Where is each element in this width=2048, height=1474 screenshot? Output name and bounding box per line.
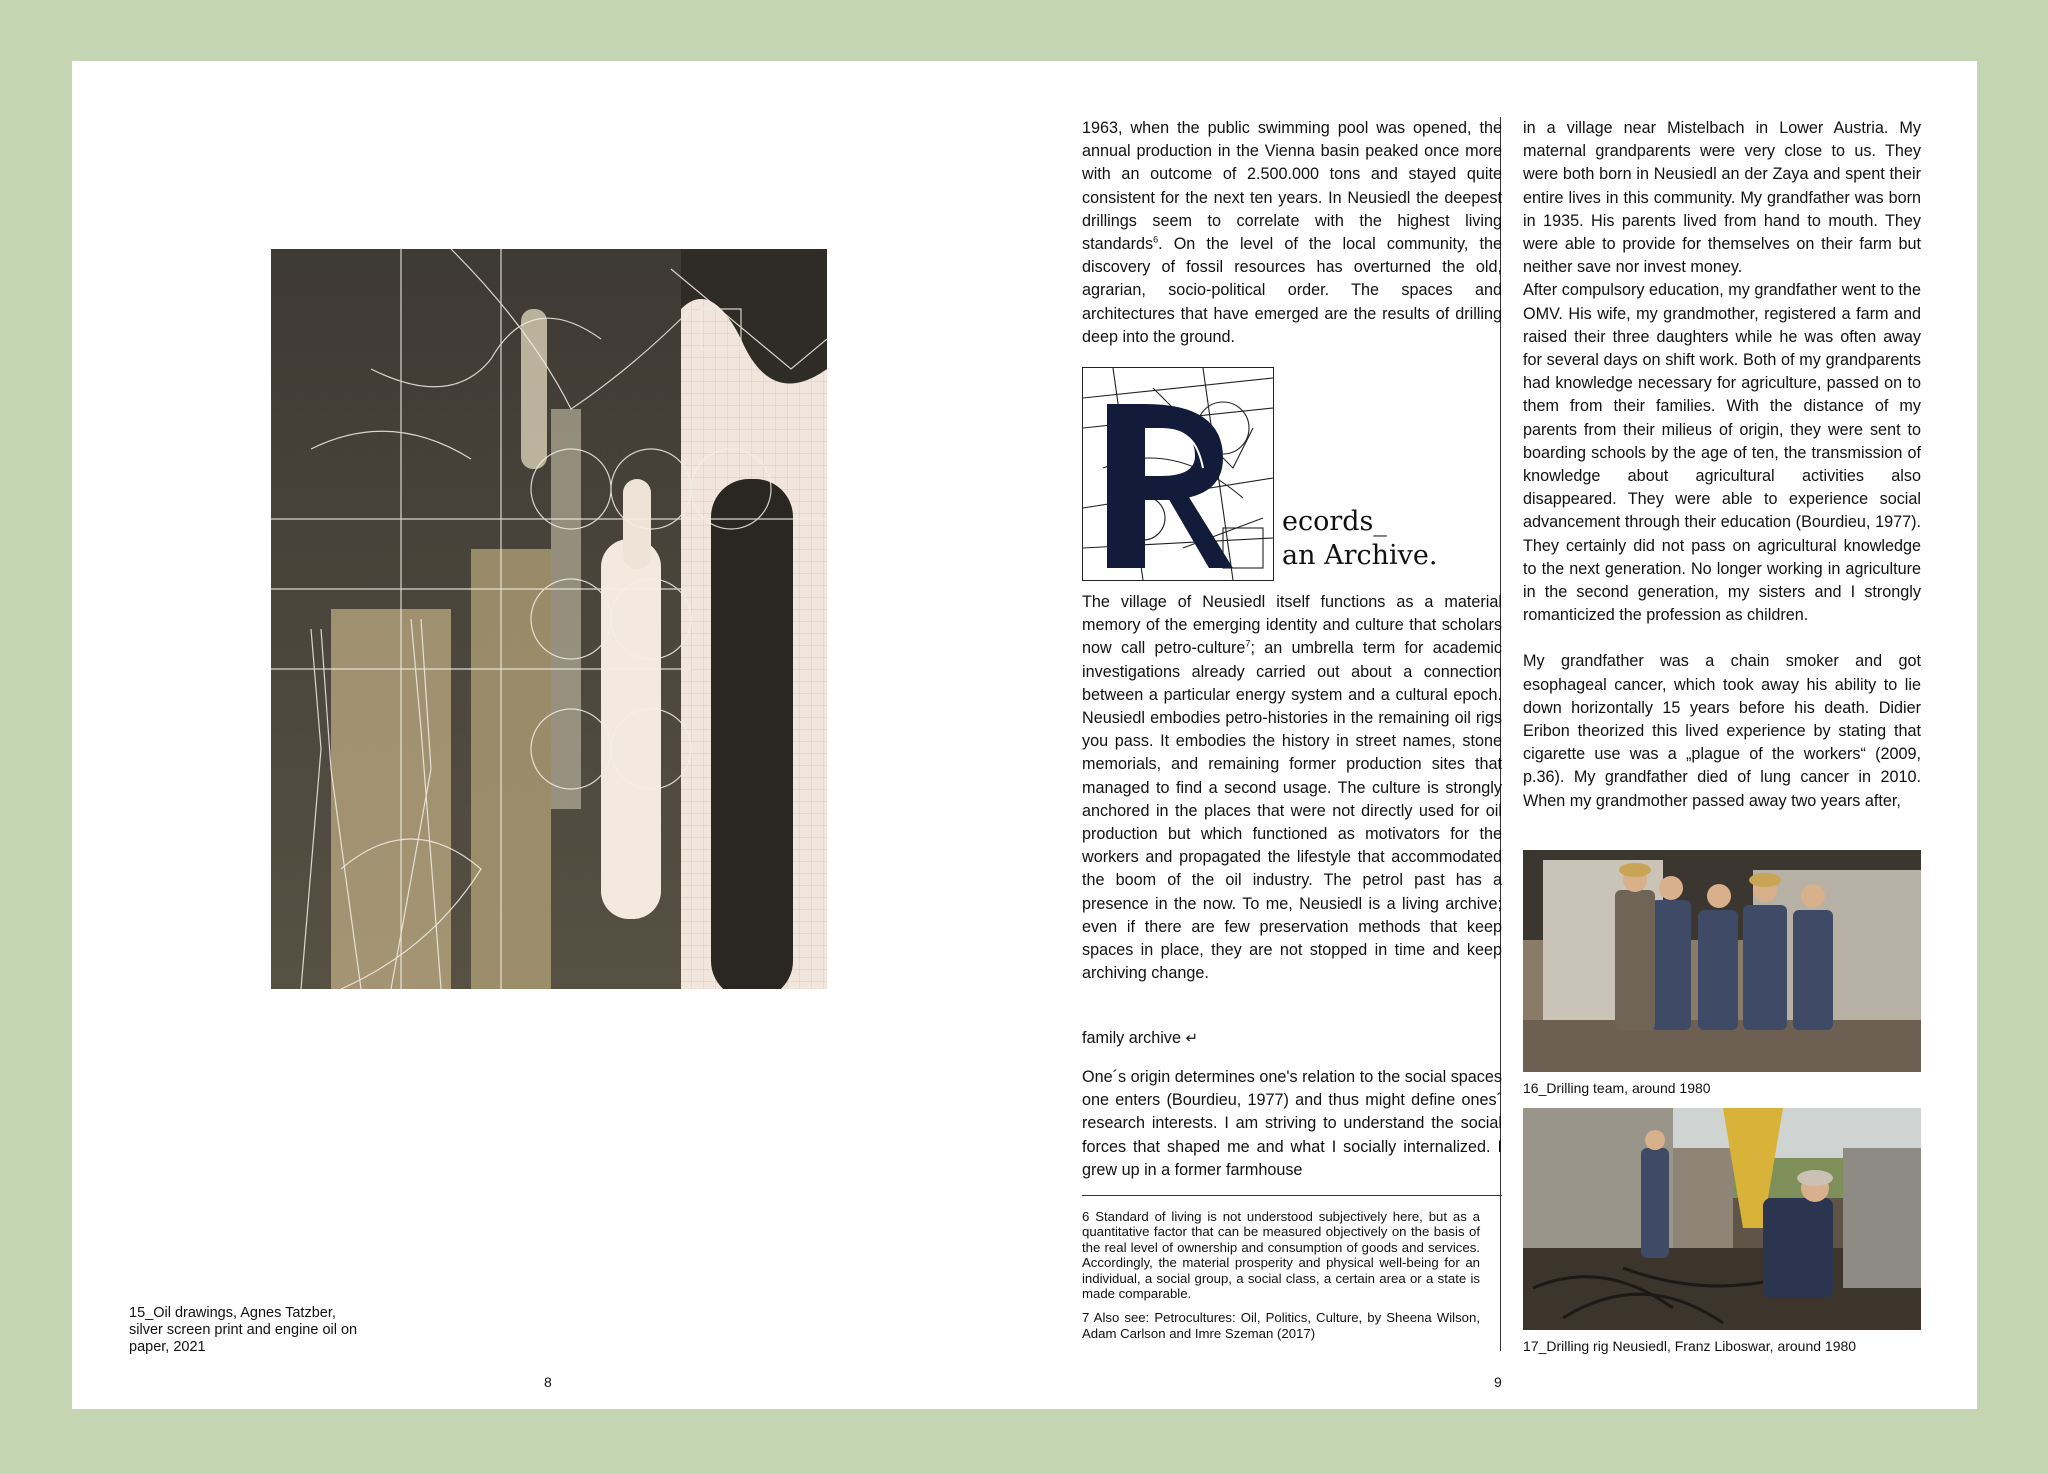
book-spread [72,61,1977,1409]
footnote-6: 6 Standard of living is not understood subjectively here, but as a quantitative factor that can be measured objectively on the basis of the real level of ownership and consumption of goods and services. Accordingly, the material prosperity and physical well-being for an individual, a social group, a social class, a certain area or a state is made comparable. [1082,1209,1480,1302]
section-heading [1082,367,1502,585]
return-arrow-icon: ↵ [1185,1030,1199,1047]
drilling-rig-photo [1523,1108,1921,1330]
footnote-ref[interactable]: 7 [1245,639,1251,650]
paragraph-text: After compulsory education, my grandfather went to the OMV. His wife, my grandmother, registered a farm and raised their three daughters while he was often away for several days on shift work. Both of my grandparents had knowledge necessary for agriculture, passed on to them from their families. With the distance of my parents from their milieus of origin, they were sent to boarding schools by the age of ten, the transmission of knowledge about agricultural activities also disappeared. They were able to experience social advancement through their education (Bourdieu, 1977). They certainly did not pass on agricultural knowledge to the next generation. No longer working in agriculture in the second generation, my sisters and I strongly romanticized the profession as children. [1523,281,1921,625]
photo-caption-16: 16_Drilling team, around 1980 [1523,1080,1711,1096]
paragraph-text: ; an umbrella term for academic investigations already carried out about a connection between a particular energy system and a cultural epoch. Neusiedl embodies petro-histories in the remaining oil rigs you pass. It embodies the history in street names, stone memorials, and remaining former production sites that managed to find a second usage. The culture is strongly anchored in the places that were not directly used for oil production but which functioned as motivators for the workers and propagated the lifestyle that accommodated the boom of the oil industry. The petrol past has a presence in the now. To me, Neusiedl is a living archive; even if there are few preservation methods that keep spaces in place, they are not stopped in time and keep archiving change. [1082,639,1502,983]
section-title-line1: ecords_ [1282,506,1387,537]
drilling-team-photo [1523,850,1921,1072]
footnote-ref[interactable]: 6 [1153,234,1159,245]
column-a-intro [1082,117,1502,349]
column-b [1523,117,1921,813]
page-number-left: 8 [544,1374,552,1390]
page-number-right: 9 [1494,1374,1502,1390]
decorative-initial-r [1082,367,1274,581]
paragraph-text: in a village near Mistelbach in Lower Austria. My maternal grandparents were very close to us. They were both born in Neusiedl an der Zaya and spent their entire lives in this community. My grandfather was born in 1935. His parents lived from hand to mouth. They were able to provide for themselves on their farm but neither save nor invest money. [1523,119,1921,277]
paragraph-text: The village of Neusiedl itself functions as a material memory of the emerging identity and culture that scholars now call petro-culture [1082,593,1502,658]
footnotes [1082,1209,1480,1350]
footnote-7: 7 Also see: Petrocultures: Oil, Politics, Culture, by Sheena Wilson, Adam Carlson and Imre Szeman (2017) [1082,1310,1480,1341]
section-title [1282,505,1437,573]
family-archive-heading [1082,1029,1198,1048]
paragraph-text: One´s origin determines one's relation to the social spaces one enters (Bourdieu, 1977) and thus might define ones´ research interests. I am striving to understand the social forces that shaped me and what I socially internalized. I grew up in a former farmhouse [1082,1068,1502,1179]
paragraph-text: 1963, when the public swimming pool was opened, the annual production in the Vienna basin peaked once more with an outcome of 2.500.000 tons and stayed quite consistent for the next ten years. In Neusiedl the deepest drillings seem to correlate with the highest living standards [1082,119,1502,254]
artwork-caption: 15_Oil drawings, Agnes Tatzber, silver screen print and engine oil on paper, 2021 [129,1305,358,1355]
family-heading-text: family archive [1082,1029,1181,1047]
oil-drawing-artwork [271,249,827,989]
column-a-family [1082,1066,1502,1182]
paragraph-text: My grandfather was a chain smoker and got esophageal cancer, which took away his ability to lie down horizontally 15 years before his death. Didier Eribon theorized this lived experience by stating that cigarette use was a „plague of the workers“ (2009, p.36). My grandfather died of lung cancer in 2010. When my grandmother passed away two years after, [1523,652,1921,810]
footnote-divider [1082,1195,1502,1196]
paragraph-text: . On the level of the local community, the discovery of fossil resources has overturned the old, agrarian, socio-political order. The spaces and architectures that have emerged are the results of drilling deep into the ground. [1082,235,1502,346]
photo-caption-17: 17_Drilling rig Neusiedl, Franz Liboswar, around 1980 [1523,1338,1857,1354]
column-a-records [1082,591,1502,985]
section-title-line2: an Archive. [1282,540,1438,571]
